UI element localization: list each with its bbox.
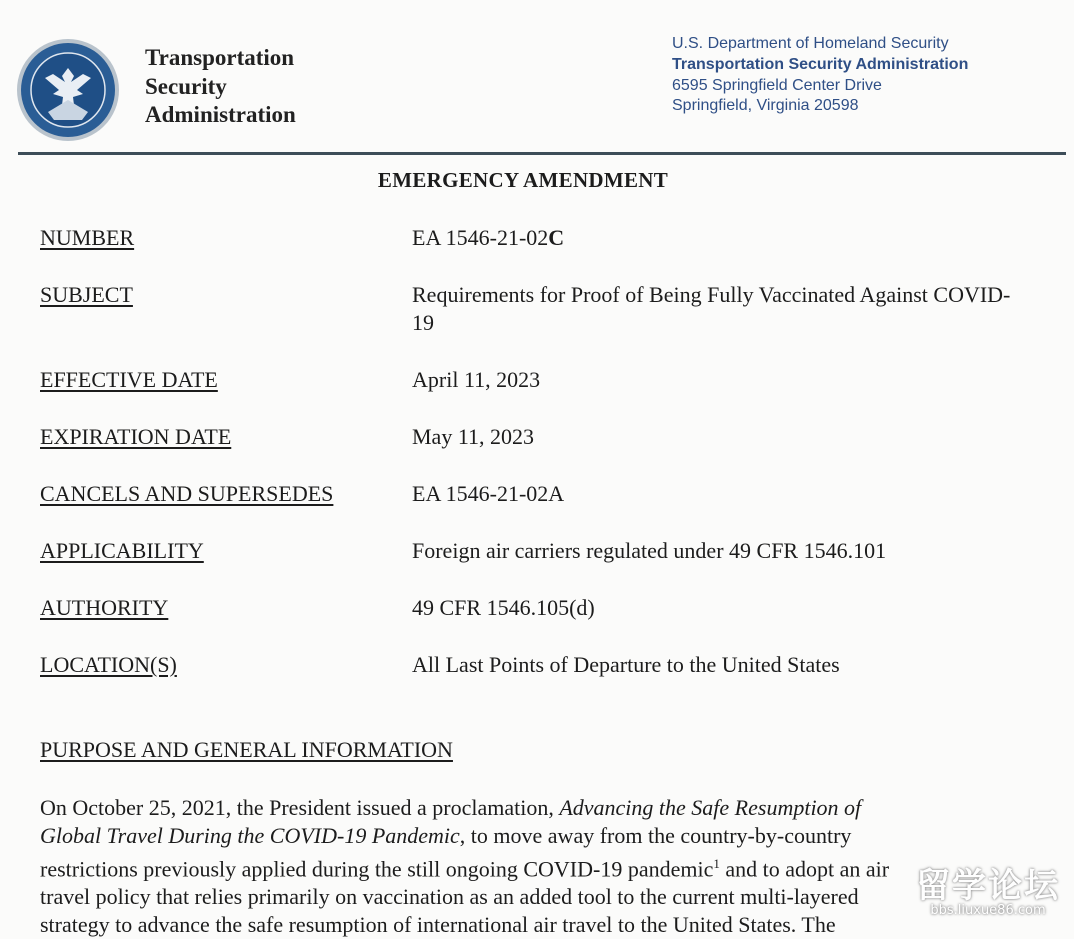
text-run: , to move away from the country-by-country [459,823,852,848]
field-label-subject: SUBJECT [40,282,133,307]
section-heading: PURPOSE AND GENERAL INFORMATION [40,737,453,762]
document-title: EMERGENCY AMENDMENT [377,168,669,192]
watermark-url: bbs.liuxue86.com [930,903,1046,918]
proclamation-title: Advancing the Safe Resumption of [559,795,862,820]
paragraph-line: strategy to advance the safe resumption of international air travel to the United States. The [40,912,836,938]
paragraph-line [40,822,1000,850]
tsa-seal-logo [16,38,120,142]
field-label-effective-date: EFFECTIVE DATE [40,367,218,392]
proclamation-title: Global Travel During the COVID-19 Pandemic [40,823,460,848]
field-label-locations: LOCATION(S) [40,652,177,677]
department-name: U.S. Department of Homeland Security [672,35,949,52]
field-value-cancels: EA 1546-21-02A [412,481,565,506]
field-value-number [412,224,1032,252]
field-value-authority: 49 CFR 1546.105(d) [412,595,595,620]
agency-name-line: Transportation [145,45,295,70]
number-value: EA 1546-21-02C [412,225,565,250]
street-address: 6595 Springfield Center Drive [672,76,882,94]
letterhead-address [672,34,968,117]
paragraph-line: travel policy that relies primarily on vaccination as an added tool to the current multi-layered [40,884,859,910]
agency-name-line: Security [145,73,227,99]
field-label-number: NUMBER [40,225,135,250]
paragraph-line [40,794,1000,822]
agency-name-line: Administration [145,102,296,127]
text-run: and to adopt an air [719,856,890,882]
watermark-logo-text: 留学论坛 [916,866,1060,906]
text-run: On October 25, 2021, the President issued a proclamation, [40,795,560,820]
text-run: restrictions previously applied during the still ongoing COVID-19 pandemic [40,856,714,882]
field-label-authority: AUTHORITY [40,595,169,620]
field-label-cancels: CANCELS AND SUPERSEDES [40,481,334,506]
agency-name [145,44,296,130]
field-label-expiration-date: EXPIRATION DATE [40,424,232,449]
footnote-ref[interactable]: 1 [713,856,720,871]
field-value-effective-date: April 11, 2023 [412,367,541,392]
purpose-paragraph [40,794,1000,939]
paragraph-line [40,850,1000,883]
header-divider [18,152,1066,155]
field-label-applicability: APPLICABILITY [40,538,204,563]
field-value-expiration-date: May 11, 2023 [412,424,535,449]
field-value-applicability: Foreign air carriers regulated under 49 CFR 1546.101 [412,538,887,563]
watermark [916,858,1060,918]
field-value-locations: All Last Points of Departure to the United States [412,652,840,677]
field-value-subject: Requirements for Proof of Being Fully Vaccinated Against COVID-19 [412,282,1011,335]
agency-address-name: Transportation Security Administration [672,55,969,73]
city-address: Springfield, Virginia 20598 [672,97,859,115]
